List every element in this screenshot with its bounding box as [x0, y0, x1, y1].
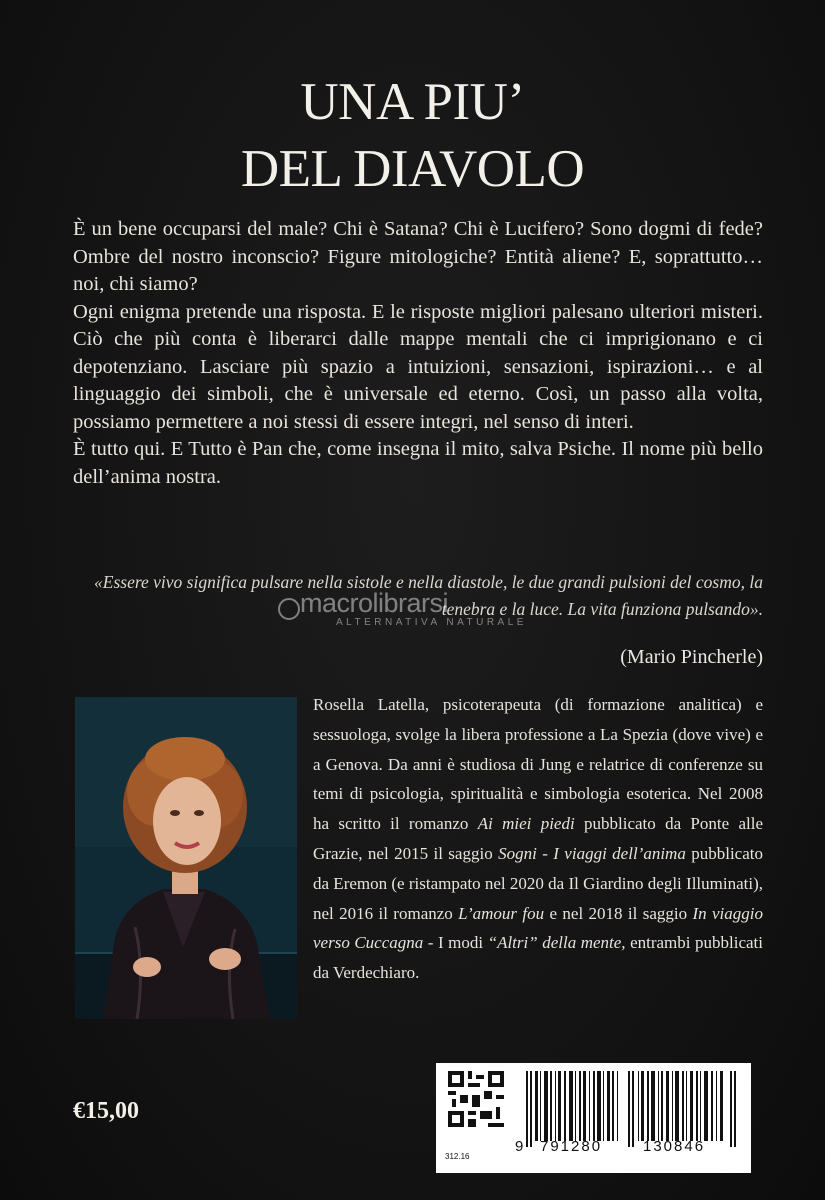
watermark-logo — [278, 586, 568, 636]
bio-text-1: Rosella Latella, psicoterapeuta (di formazione analitica) e sessuologa, svolge la libera professione a La Spezia (dove vive) e a Genova. Da anni è studiosa di Jung e relatrice di conferenze su temi di psicologia, spiritualità e simbologia esoterica. Nel 2008 ha scritto il romanzo — [313, 695, 763, 834]
price: €15,00 — [73, 1098, 139, 1124]
watermark-circle-icon — [278, 598, 300, 620]
bio-book-title-3: L’amour fou — [458, 903, 545, 923]
barcode-panel — [436, 1063, 751, 1173]
author-bio — [313, 690, 763, 988]
description — [73, 216, 763, 491]
bio-book-title-2: Sogni - I viaggi dell’anima — [498, 843, 686, 863]
bio-text-4: e nel 2018 il saggio — [544, 903, 693, 923]
description-paragraph-1: È un bene occuparsi del male? Chi è Satana? Chi è Lucifero? Sono dogmi di fede? Ombre del nostro inconscio? Figure mitologiche? Entità aliene? E, soprattutto… noi, chi siamo? — [73, 218, 763, 295]
qr-code-icon — [448, 1071, 504, 1127]
bio-text-2: pubblicato da Ponte alle Grazie, nel 2015 il saggio — [313, 814, 763, 863]
book-title-line-2: DEL DIAVOLO — [240, 140, 585, 198]
isbn-digit-group-1: 791280 — [540, 1138, 603, 1155]
description-paragraph-3: È tutto qui. E Tutto è Pan che, come insegna il mito, salva Psiche. Il nome più bello dell’anima nostra. — [73, 438, 763, 488]
description-paragraph-2: Ogni enigma pretende una risposta. E le risposte migliori palesano ulteriori misteri. Ciò che più conta è liberarci dalle mappe mentali che ci imprigionano e ci depotenziano. Lasciare più spazio a intuizioni, sensazioni, ispirazioni… e al linguaggio dei simboli, che è universale ed eterno. Così, un passo alla volta, possiamo permettere a noi stessi di essere integri, nel senso di interi. — [73, 300, 763, 433]
bio-book-title-5: “Altri” della mente, — [487, 933, 626, 953]
isbn-digit-group-2: 130846 — [643, 1138, 706, 1155]
author-photo — [75, 697, 297, 1019]
book-title-line-1: UNA PIU’ — [300, 73, 525, 131]
author-portrait-illustration — [75, 697, 297, 1019]
isbn-digit-prefix: 9 — [515, 1138, 526, 1155]
quote-text: «Essere vivo significa pulsare nella sistole e nella diastole, le due grandi pulsioni del cosmo, la tenebra e la luce. La vita funziona pulsando». — [94, 572, 763, 619]
bio-text-5: - I modi — [423, 933, 488, 953]
quote-author: (Mario Pincherle) — [620, 646, 763, 668]
isbn-barcode-icon — [526, 1071, 741, 1147]
qr-code-label: 312.16 — [445, 1152, 470, 1161]
bio-text-6: entrambi pubblicati da Verdechiaro. — [313, 933, 763, 983]
watermark-tagline: ALTERNATIVA NATURALE — [336, 617, 527, 628]
bio-book-title-4: In viaggio verso Cuccagna — [313, 903, 763, 953]
watermark-name: macrolibrarsi — [300, 588, 449, 618]
bio-text-3: pubblicato da Eremon (e ristampato nel 2020 da Il Giardino degli Illuminati), nel 2016 il romanzo — [313, 843, 763, 923]
bio-book-title-1: Ai miei piedi — [477, 814, 575, 834]
